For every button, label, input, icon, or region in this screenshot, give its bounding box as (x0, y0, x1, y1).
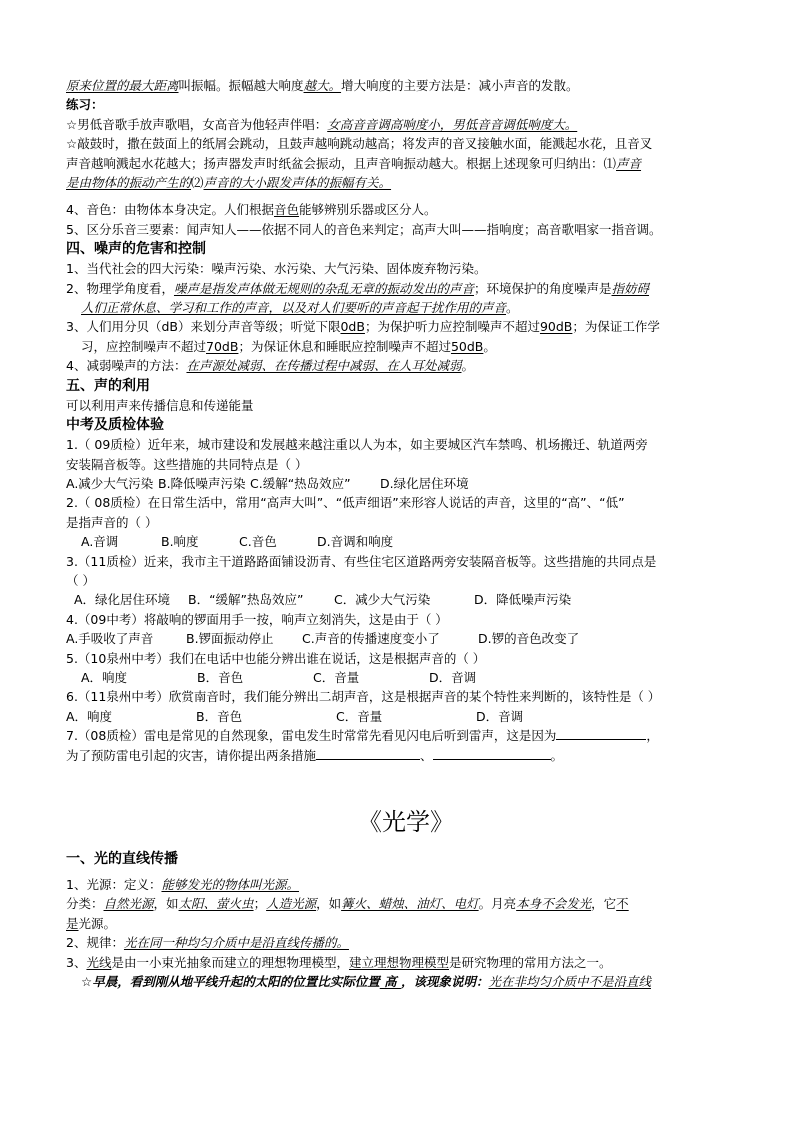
handwritten-answer: 在声源处减弱、在传播过程中减弱、在人耳处减弱 (186, 358, 462, 374)
handwritten-answer: 人造光源 (266, 896, 317, 912)
question-4-options (66, 629, 746, 648)
question-5-line-1: 5.（10泉州中考）我们在电话中也能分辨出谁在说话，这是根据声音的（ ） (66, 650, 486, 666)
option: A．响度 (66, 708, 113, 724)
option: D.音调和响度 (317, 534, 394, 550)
noise-point-3-line-2: 习，应控制噪声不超过70dB；为保证休息和睡眠应控制噪声不超过50dB。 (81, 338, 496, 354)
option: A.音调 (81, 534, 119, 550)
noise-point-2-line-2: 人们正常休息、学习和工作的声音，以及对人们要听的声音起干扰作用的声音。 (81, 300, 519, 316)
three-elements-line: 5、区分乐音三要素：闻声知人——依据不同人的音色来判定；高声大叫——指响度；高音歌唱家一指音调。 (66, 221, 662, 237)
section-heading-light-propagation: 一、光的直线传播 (66, 851, 178, 867)
light-source-classification-cont: 是光源。 (66, 915, 117, 931)
question-7-line-1: 7.（08质检）雷电是常见的自然现象，雷电发生时常常先看见闪电后听到雷声，这是因为 ， (66, 728, 659, 744)
handwritten-answer: 声音的大小跟发声体的振幅有关。 (203, 175, 392, 191)
option: B．音色 (196, 708, 243, 724)
handwritten-answer: 是由物体的振动产生的 (66, 175, 192, 191)
question-1-line-2: 安装隔音板等。这些措施的共同特点是（ ） (66, 456, 308, 472)
handwritten-answer: 篝火、蜡烛、油灯、电灯 (341, 896, 479, 912)
handwritten-answer: 越大。 (303, 78, 342, 93)
option: D．降低噪声污染 (474, 592, 572, 608)
handwritten-answer: 光在同一种均匀介质中是沿直线传播的。 (123, 935, 349, 951)
light-ray-model: 3、光线是由一小束光抽象而建立的理想物理模型，建立理想物理模型是研究物理的常用方法之一。 (66, 954, 612, 970)
noise-point-4: 4、减弱噪声的方法：在声源处减弱、在传播过程中减弱、在人耳处减弱。 (66, 358, 474, 374)
option: C.音色 (239, 534, 277, 550)
underlined-answer: 建立理想物理模型 (348, 954, 449, 970)
option: C.声音的传播速度变小了 (302, 631, 440, 647)
option: B.响度 (161, 534, 199, 550)
option: C．音量 (336, 708, 383, 724)
section-heading-noise: 四、噪声的危害和控制 (66, 241, 206, 258)
option: D．音调 (476, 708, 524, 724)
question-4-line-1: 4.（09中考）将敲响的锣面用手一按，响声立刻消失，这是由于（ ） (66, 611, 448, 627)
handwritten-answer: 女高音音调高响度小，男低音音调低响度大。 (327, 116, 578, 132)
handwritten-answer: 噪声是指发声体做无规则的杂乱无章的振动发出的声音 (173, 280, 474, 296)
exercise-1: ☆男低音歌手放声歌唱，女高音为他轻声伴唱：女高音音调高响度小，男低音音调低响度大。 (66, 116, 578, 132)
question-7-line-2: 为了预防雷电引起的灾害，请你提出两条措施 、 。 (66, 747, 564, 763)
option: A．绿化居住环境 (74, 592, 171, 608)
amplitude-line: 原来位置的最大距离叫振幅。振幅越大响度越大。增大响度的主要方法是：减小声音的发散。 (66, 78, 579, 93)
underlined-answer: 50dB (450, 338, 484, 354)
optics-title: 《光学》 (358, 808, 454, 836)
document-page (66, 76, 746, 991)
question-1-options (66, 474, 746, 493)
question-2-line-2: 是指声音的（ ） (66, 514, 158, 530)
noise-point-1: 1、当代社会的四大污染：噪声污染、水污染、大气污染、固体废弃物污染。 (66, 261, 487, 277)
handwritten-answer: 光在非均匀介质中不是沿直线 (488, 974, 651, 990)
option: A.减少大气污染 (66, 475, 154, 491)
underlined-answer: 是 (66, 915, 79, 931)
handwritten-answer: 太阳、萤火虫 (178, 896, 254, 912)
question-3-line-1: 3.（11质检）近来，我市主干道路路面铺设沥青、有些住宅区道路两旁安装隔音板等。这些措施的共同点是 (66, 553, 657, 569)
option: D．音调 (429, 669, 477, 685)
option: B．“缓解”热岛效应” (188, 592, 304, 608)
question-3-line-2: （ ） (66, 572, 95, 588)
underlined-answer: 音色 (273, 202, 299, 218)
question-3-options (66, 590, 746, 609)
sound-use-text: 可以利用声来传播信息和传递能量 (66, 397, 254, 413)
underlined-answer: 高 (379, 974, 401, 990)
handwritten-answer: 原来位置的最大距离 (66, 78, 179, 93)
question-5-options (66, 668, 746, 687)
option: A．响度 (81, 669, 128, 685)
noise-point-3-line-1: 3、人们用分贝（dB）来划分声音等级；听觉下限0dB；为保护听力应控制噪声不超过90dB；为保证工作学 (66, 319, 660, 335)
practice-heading: 练习： (66, 97, 104, 113)
option: C．减少大气污染 (334, 592, 431, 608)
answer-blank (433, 747, 551, 760)
answer-blank (556, 727, 646, 740)
underlined-answer: 不 (616, 896, 629, 912)
question-2-line-1: 2.（ 08质检）在日常生活中，常用“高声大叫”、“低声细语”来形容人说话的声音，这里的“高”、“低” (66, 495, 625, 511)
exercise-2-line-2: 声音越响溅起水花越大；扬声器发声时纸盆会振动，且声音响振动越大。根据上述现象可归纳出：⑴声音 (66, 155, 642, 171)
handwritten-answer: 本身不会发光 (516, 896, 592, 912)
handwritten-answer: 自然光源 (103, 896, 154, 912)
light-source-definition: 1、光源：定义：能够发光的物体叫光源。 (66, 877, 299, 892)
handwritten-answer: 人们正常休息、学习和工作的声音，以及对人们要听的声音起干扰作用的声音 (81, 300, 507, 316)
noise-point-2-line-1: 2、物理学角度看，噪声是指发声体做无规则的杂乱无章的振动发出的声音；环境保护的角度噪声是指妨碍 (66, 280, 650, 296)
handwritten-answer: 声音 (616, 155, 642, 171)
underlined-answer: 70dB (206, 338, 239, 354)
answer-blank (316, 747, 420, 760)
option: B．音色 (197, 669, 244, 685)
option: D.绿化居住环境 (380, 475, 469, 491)
option: D.锣的音色改变了 (478, 631, 580, 647)
question-1-line-1: 1.（ 09质检）近年来，城市建设和发展越来越注重以人为本，如主要城区汽车禁鸣、机场搬迁、轨道两旁 (66, 437, 648, 453)
option: B.锣面振动停止 (186, 631, 274, 647)
handwritten-answer: 指妨碍 (611, 280, 650, 296)
section-heading-sound-use: 五、声的利用 (66, 377, 150, 394)
question-6-options (66, 707, 746, 726)
question-6-line-1: 6.（11泉州中考）欣赏南音时，我们能分辨出二胡声音，这是根据声音的某个特性来判断的，该特性是（ ） (66, 689, 661, 705)
timbre-line: 4、音色：由物体本身决定。人们根据音色能够辨别乐器或区分人。 (66, 202, 437, 218)
light-law: 2、规律：光在同一种均匀介质中是沿直线传播的。 (66, 935, 349, 951)
underlined-answer: 0dB (340, 319, 365, 335)
option: C．音量 (313, 669, 360, 685)
exercise-2-line-1: ☆敲鼓时，撒在鼓面上的纸屑会跳动，且鼓声越响跳动越高；将发声的音叉接触水面，能溅起水花，且音叉 (66, 136, 653, 152)
question-2-options (66, 532, 746, 551)
option: B.降低噪声污染 (158, 475, 246, 491)
section-heading-exam: 中考及质检体验 (66, 417, 164, 434)
light-source-classification: 分类：自然光源，如太阳、萤火虫；人造光源，如篝火、蜡烛、油灯、电灯。月亮本身不会发光，它不 (66, 896, 629, 912)
handwritten-answer: 能够发光的物体叫光源。 (161, 877, 299, 892)
exercise-2-line-3: 是由物体的振动产生的⑵声音的大小跟发声体的振幅有关。 (66, 175, 392, 191)
option: A.手吸收了声音 (66, 631, 154, 647)
option: C.缓解“热岛效应” (250, 475, 351, 491)
sunrise-note: ☆早晨，看到刚从地平线升起的太阳的位置比实际位置 高 ，该现象说明：光在非均匀介质中不是沿直线 (81, 974, 651, 990)
underlined-answer: 光线 (86, 954, 112, 970)
underlined-answer: 90dB (539, 319, 573, 335)
